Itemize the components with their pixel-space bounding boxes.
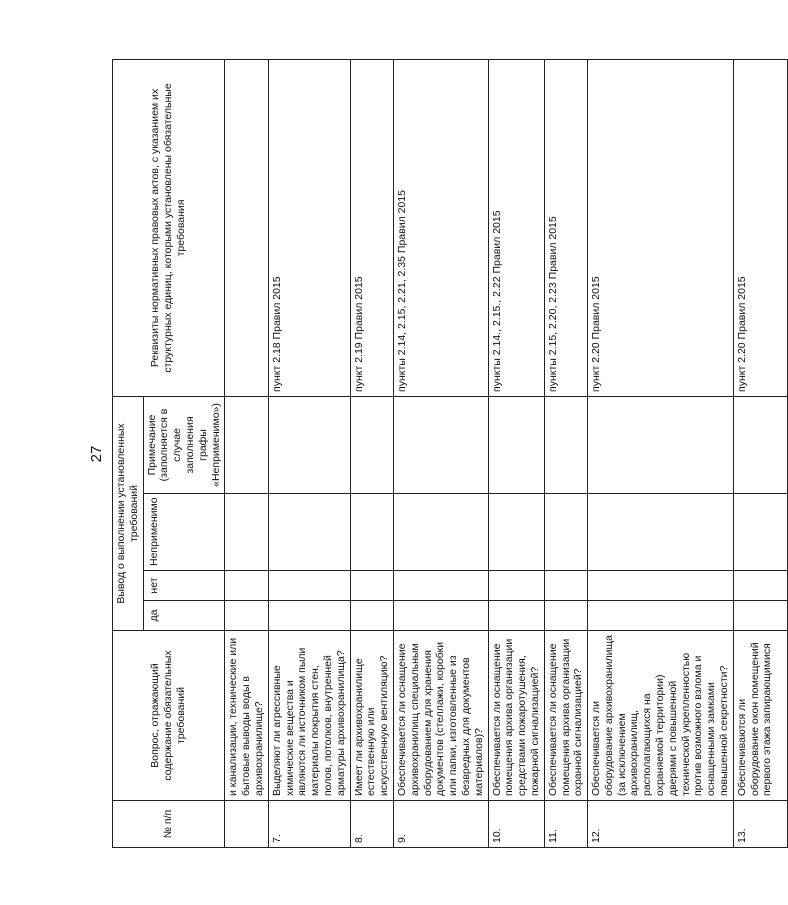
no-cell [733, 571, 787, 601]
note-cell [544, 396, 587, 493]
row-number: 13. [733, 801, 787, 848]
note-cell [588, 396, 734, 493]
note-cell [488, 396, 544, 493]
na-cell [225, 494, 268, 571]
header-conclusion: Вывод о выполнении установленных требований [113, 396, 144, 630]
row-question: Выделяют ли агрессивные химические вещества и являются ли источником пыли материалы покрытия стен, полов, потолков, внутренней арматуры архивохранилища? [268, 631, 350, 801]
note-cell [268, 396, 350, 493]
row-requisites: пункт 2.20 Правил 2015 [733, 59, 787, 396]
no-cell [268, 571, 350, 601]
table-row [393, 59, 488, 847]
no-cell [588, 571, 734, 601]
note-cell [350, 396, 393, 493]
yes-cell [393, 601, 488, 631]
row-requisites: пункт 2.20 Правил 2015 [588, 59, 734, 396]
header-question: Вопрос, отражающий содержание обязательных требований [113, 631, 225, 801]
row-number: 7. [268, 801, 350, 848]
row-number: 12. [588, 801, 734, 848]
na-cell [588, 494, 734, 571]
na-cell [268, 494, 350, 571]
header-no: нет [143, 571, 225, 601]
row-requisites: пункт 2.19 Правил 2015 [350, 59, 393, 396]
row-question: Обеспечивается ли оснащение помещения архива организации охранной сигнализацией? [544, 631, 587, 801]
yes-cell [225, 601, 268, 631]
row-requisites: пункты 2.15, 2.20, 2.23 Правил 2015 [544, 59, 587, 396]
yes-cell [733, 601, 787, 631]
note-cell [225, 396, 268, 493]
row-requisites: пункты 2.14., 2.15., 2.22 Правил 2015 [488, 59, 544, 396]
row-number [225, 801, 268, 848]
no-cell [393, 571, 488, 601]
rotated-table-wrapper [112, 60, 774, 848]
table-row [225, 59, 268, 847]
note-cell [733, 396, 787, 493]
na-cell [733, 494, 787, 571]
yes-cell [544, 601, 587, 631]
yes-cell [268, 601, 350, 631]
table-row [544, 59, 587, 847]
na-cell [350, 494, 393, 571]
table-row [588, 59, 734, 847]
row-requisites [225, 59, 268, 396]
no-cell [225, 571, 268, 601]
row-number: 11. [544, 801, 587, 848]
header-note: Примечание (заполняется в случае заполнения графы «Неприменимо») [143, 396, 225, 493]
row-question: и канализации, технические или бытовые выводы воды в архивохранилище? [225, 631, 268, 801]
header-yes: да [143, 601, 225, 631]
header-na: Неприменимо [143, 494, 225, 571]
table-row [350, 59, 393, 847]
no-cell [350, 571, 393, 601]
page-number: 27 [88, 445, 105, 463]
na-cell [488, 494, 544, 571]
row-number: 10. [488, 801, 544, 848]
na-cell [393, 494, 488, 571]
row-number: 8. [350, 801, 393, 848]
yes-cell [588, 601, 734, 631]
yes-cell [488, 601, 544, 631]
yes-cell [350, 601, 393, 631]
table-row [488, 59, 544, 847]
requirements-table [112, 59, 788, 848]
note-cell [393, 396, 488, 493]
header-num: № п/п [113, 801, 225, 848]
row-question: Обеспечиваются ли оборудование окон помещений первого этажа запирающимися [733, 631, 787, 801]
no-cell [544, 571, 587, 601]
row-number: 9. [393, 801, 488, 848]
header-requisites: Реквизиты нормативных правовых актов, с указанием их структурных единиц, которыми установлены обязательные требования [113, 59, 225, 396]
no-cell [488, 571, 544, 601]
row-question: Обеспечивается ли оснащение архивохранилищ специальным оборудованием для хранения документов (стеллажи, коробки или папки, изготовленные из безвредных для документов материалов)? [393, 631, 488, 801]
table-row [268, 59, 350, 847]
row-question: Обеспечивается ли оборудование архивохранилища (за исключением архивохранилищ, располагающихся на охраняемой территории) дверями с повышенной технической укрепленностью против возможного взлома и оснащенными замками повышенной секретности? [588, 631, 734, 801]
na-cell [544, 494, 587, 571]
row-question: Имеет ли архивохранилище естественную или искусственную вентиляцию? [350, 631, 393, 801]
row-requisites: пункты 2.14, 2.15, 2.21, 2.35 Правил 2015 [393, 59, 488, 396]
row-requisites: пункт 2.18 Правил 2015 [268, 59, 350, 396]
row-question: Обеспечивается ли оснащение помещения архива организации средствами пожаротушения, пожарной сигнализацией? [488, 631, 544, 801]
table-row [733, 59, 787, 847]
